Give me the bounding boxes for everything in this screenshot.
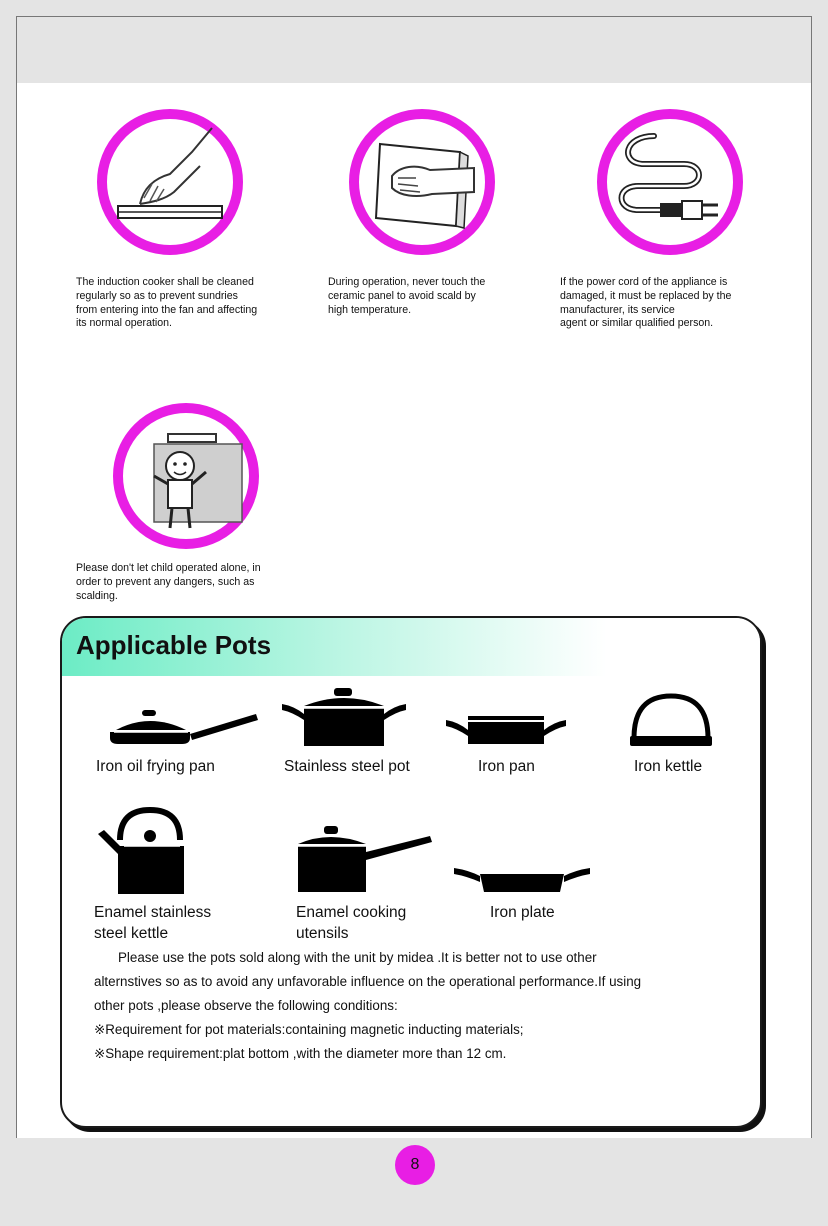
pot-iron-plate xyxy=(454,862,590,901)
pot-label-iron-oil-frying-pan: Iron oil frying pan xyxy=(96,758,215,775)
pot-enamel-stainless-steel-kettle xyxy=(94,806,190,901)
usage-note-paragraph: Please use the pots sold along with the unit by midea .It is better not to use other alternstives so as to avoid any unfavorable influence on the operational performance.If using other pots ,please observe the following conditions: xyxy=(94,950,642,1013)
warning-child-safety xyxy=(110,400,262,552)
warning-power-cord xyxy=(594,106,746,258)
frying-pan-icon xyxy=(106,702,262,748)
saucepan-icon xyxy=(294,824,434,894)
iron-plate-icon xyxy=(454,862,590,896)
page-number-badge: 8 xyxy=(395,1145,435,1185)
warning-clean-cooker-text: The induction cooker shall be cleaned regularly so as to prevent sundries from entering into the fan and affecting its normal operation. xyxy=(76,276,258,330)
pot-label-enamel-stainless-steel-kettle: Enamel stainless steel kettle xyxy=(94,904,212,942)
warning-child-safety-text: Please don't let child operated alone, in order to prevent any dangers, such as scalding. xyxy=(76,562,261,602)
pot-enamel-cooking-utensils xyxy=(294,824,434,899)
warning-clean-cooker xyxy=(94,106,246,258)
flat-pan-icon xyxy=(446,712,566,746)
pot-iron-oil-frying-pan xyxy=(106,702,262,753)
applicable-pots-header xyxy=(62,618,760,676)
pot-iron-kettle xyxy=(626,690,716,753)
pot-label-iron-kettle: Iron kettle xyxy=(634,758,703,775)
warning-hot-panel xyxy=(346,106,498,258)
iron-kettle-icon xyxy=(626,690,716,748)
usage-notes xyxy=(94,946,654,1066)
usage-note-material-requirement: ※Requirement for pot materials:containing magnetic inducting materials; xyxy=(94,1022,524,1037)
power-cord-plug-icon xyxy=(594,106,746,258)
child-at-cooker-icon xyxy=(110,400,262,552)
stock-pot-icon xyxy=(282,686,406,748)
pot-iron-pan xyxy=(446,712,566,751)
usage-note-shape-requirement: ※Shape requirement:plat bottom ,with the diameter more than 12 cm. xyxy=(94,1046,507,1061)
page-top-band xyxy=(17,17,811,83)
pot-label-stainless-steel-pot: Stainless steel pot xyxy=(284,758,410,775)
pot-label-iron-pan: Iron pan xyxy=(478,758,535,775)
warning-hot-panel-text: During operation, never touch the ceramic panel to avoid scald by high temperature. xyxy=(328,276,486,316)
tea-kettle-icon xyxy=(94,806,190,896)
pot-stainless-steel-pot xyxy=(282,686,406,753)
hand-wiping-icon xyxy=(94,106,246,258)
warning-power-cord-text: If the power cord of the appliance is damaged, it must be replaced by the manufacturer, its service agent or similar qualified person. xyxy=(560,276,732,330)
pot-label-iron-plate: Iron plate xyxy=(490,904,555,921)
section-title: Applicable Pots xyxy=(76,630,272,660)
hand-on-panel-icon xyxy=(346,106,498,258)
pot-label-enamel-cooking-utensils: Enamel cooking utensils xyxy=(296,904,407,942)
